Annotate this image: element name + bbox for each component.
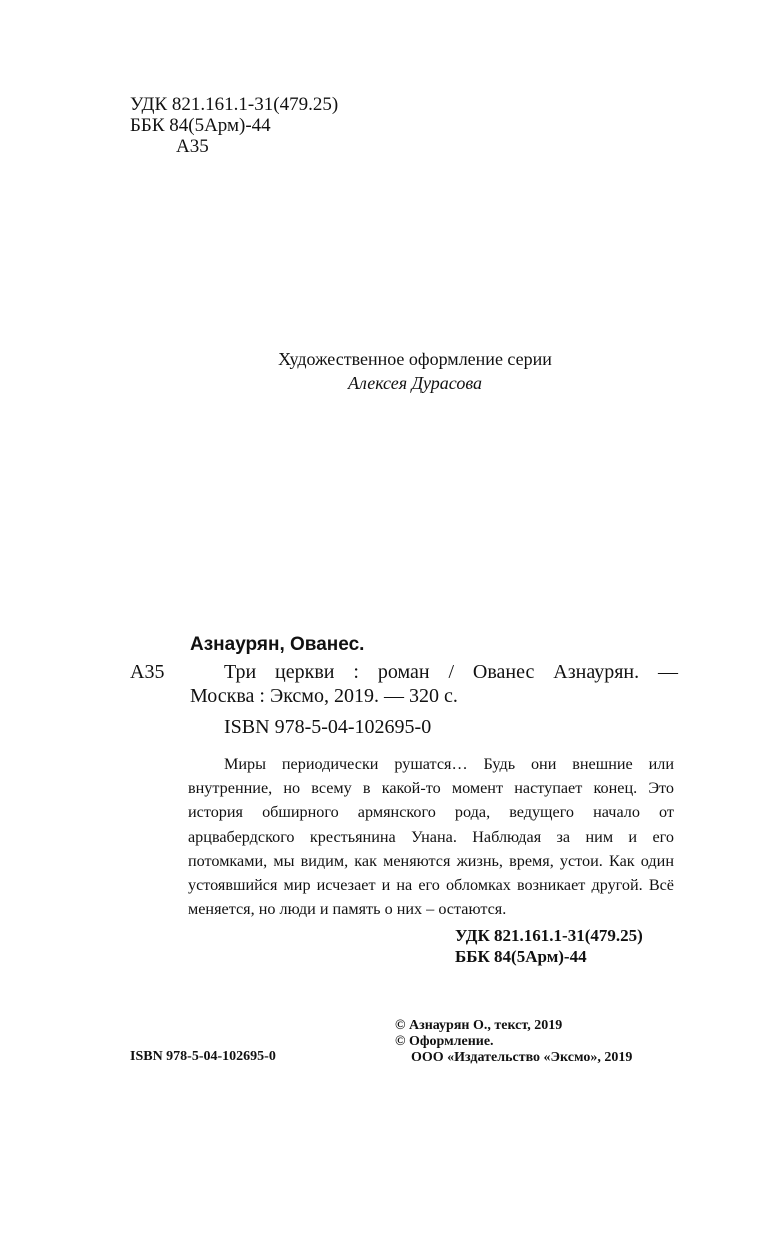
bib-author: Азнаурян, Ованес. [190,634,365,655]
bib-isbn: ISBN 978-5-04-102695-0 [224,716,432,738]
top-classification-block [130,94,338,157]
design-credit-label: Художественное оформление серии [278,349,552,369]
copyright-text: © Азнаурян О., текст, 2019 [395,1018,563,1033]
copyright-publisher: ООО «Издательство «Эксмо», 2019 [411,1050,633,1065]
bib-imprint-line: Москва : Эксмо, 2019. — 320 с. [190,685,458,707]
udk-code: УДК 821.161.1-31(479.25) [130,94,339,115]
design-credit-artist: Алексея Дурасова [347,373,483,393]
bib-author-mark: А35 [130,661,165,683]
bbk-code-bottom: ББК 84(5Арм)-44 [455,947,587,966]
annotation-paragraph: Миры периодически рушатся… Будь они внешние или внутренние, но всему в какой-то момент наступает конец. Это история обширного армянского рода, ведущего начало от арцвабердского крестьянина Унана. Наблюдая за ним и его потомками, мы видим, как меняются жизнь, время, устои. Как один устоявшийся мир исчезает и на его обломках возникает другой. Всё меняется, но люди и память о них – остаются. [188,755,674,919]
author-mark: А35 [176,136,209,157]
bottom-classification-block [455,925,643,967]
udk-code-bottom: УДК 821.161.1-31(479.25) [455,926,643,945]
copyright-design: © Оформление. [395,1034,494,1049]
copyright-block [395,1018,632,1066]
isbn-bottom: ISBN 978-5-04-102695-0 [130,1049,276,1064]
design-credit [0,347,768,395]
bib-title-line: Три церкви : роман / Ованес Азнаурян. — [224,661,678,683]
bbk-code: ББК 84(5Арм)-44 [130,115,271,136]
